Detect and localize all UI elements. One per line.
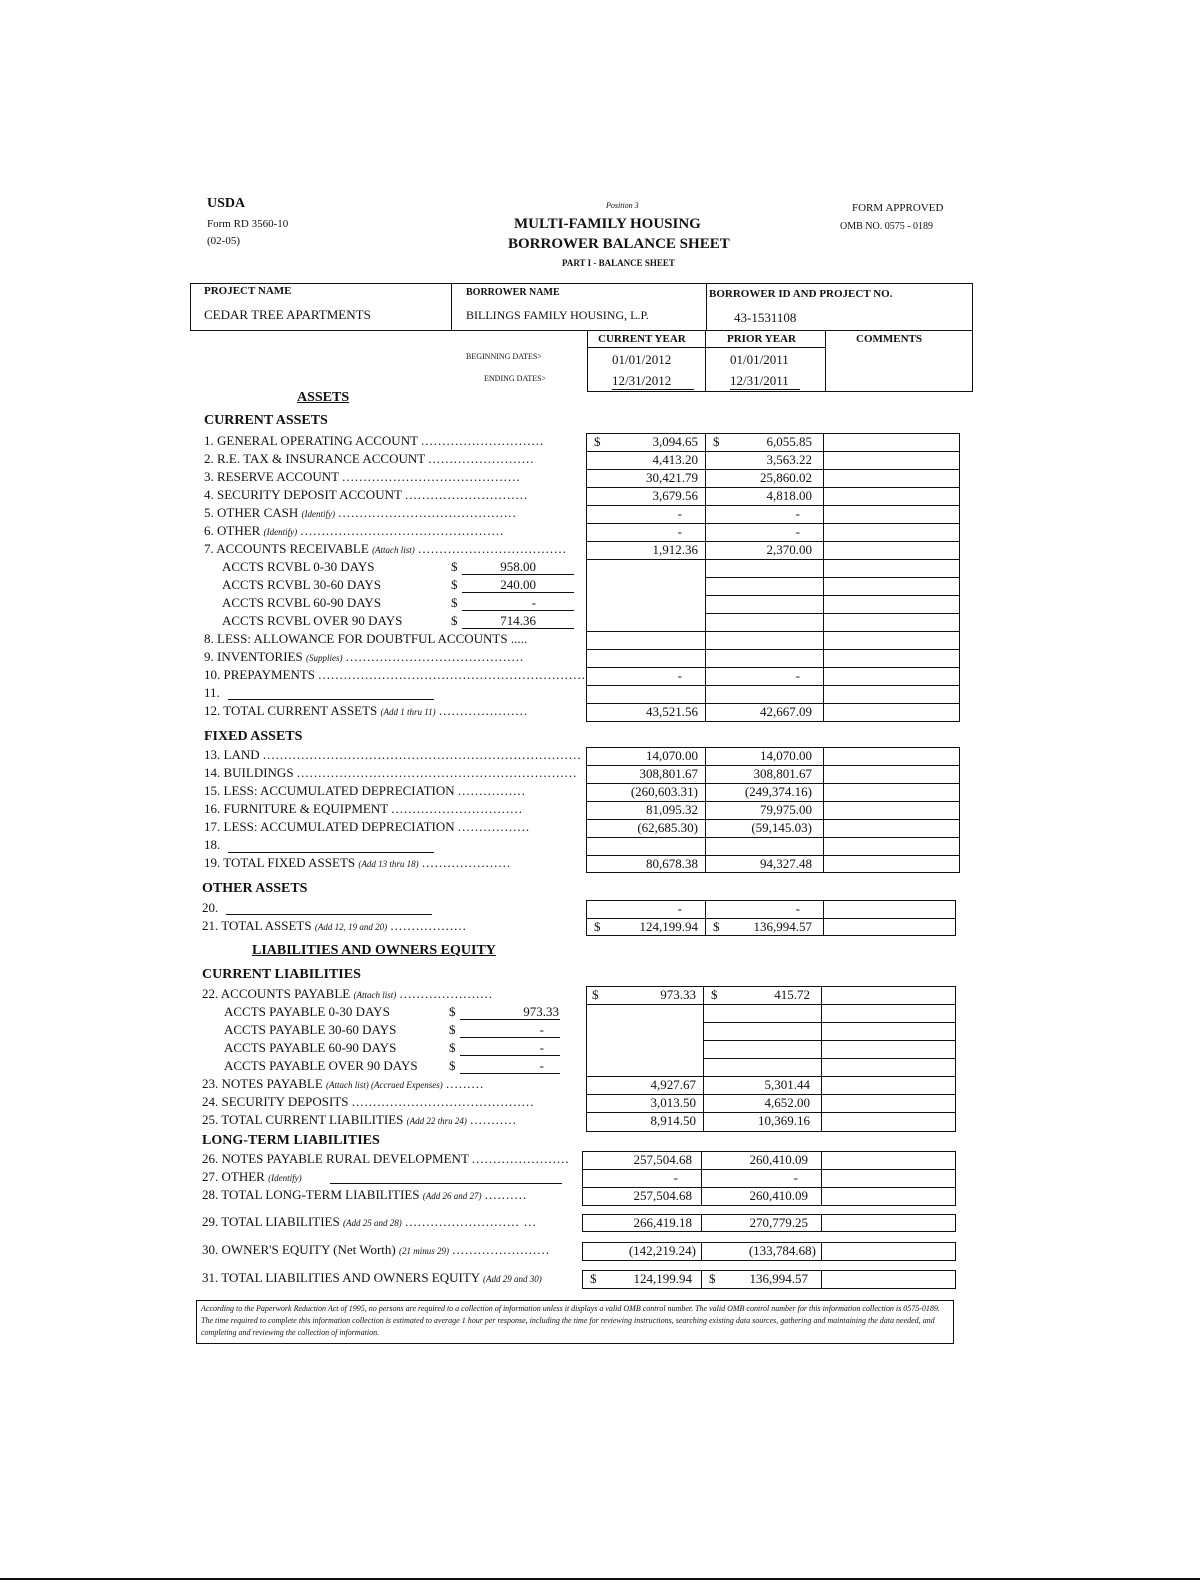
fixed-assets-heading: FIXED ASSETS (204, 729, 303, 744)
agency-name: USDA (207, 196, 246, 211)
row-5-prior: - (795, 506, 800, 521)
row-31-label: 31. TOTAL LIABILITIES AND OWNERS EQUITY (Add 29 and 30) (202, 1270, 542, 1285)
dollar-sign: $ (449, 1040, 456, 1055)
dollar-sign: $ (451, 559, 458, 574)
row-27-current: - (673, 1170, 678, 1185)
row-5-current: - (677, 506, 682, 521)
row-2-current: 4,413.20 (652, 452, 698, 467)
row-29-prior: 270,779.25 (749, 1215, 808, 1230)
row-29-label: 29. TOTAL LIABILITIES (Add 25 and 28) ........................... ... (202, 1214, 537, 1229)
other-assets-heading: OTHER ASSETS (202, 881, 308, 896)
row-19-label: 19. TOTAL FIXED ASSETS (Add 13 thru 18) ..................... (204, 855, 512, 870)
row-10-prior: - (795, 668, 800, 683)
row-6-label: 6. OTHER (Identify) ................................................ (204, 523, 505, 538)
row-21-prior: 136,994.57 (753, 919, 812, 934)
ending-dates-label: ENDING DATES> (484, 374, 547, 383)
dollar-sign: $ (451, 577, 458, 592)
ar-60-90-label: ACCTS RCVBL 60-90 DAYS (222, 595, 382, 610)
current-year-begin: 01/01/2012 (612, 352, 672, 367)
ap-0-30-label: ACCTS PAYABLE 0-30 DAYS (224, 1004, 390, 1019)
row-26-current: 257,504.68 (633, 1152, 692, 1167)
row-6-current: - (677, 524, 682, 539)
dollar-sign: $ (451, 595, 458, 610)
row-22-prior: 415.72 (774, 987, 810, 1002)
current-assets-heading: CURRENT ASSETS (204, 413, 328, 428)
ap-30-60-amount: - (539, 1022, 544, 1037)
current-year-end: 12/31/2012 (612, 373, 672, 388)
current-year-label: CURRENT YEAR (598, 333, 686, 345)
row-15-label: 15. LESS: ACCUMULATED DEPRECIATION ................ (204, 783, 526, 798)
row-24-current: 3,013.50 (650, 1095, 696, 1110)
row-17-current: (62,685.30) (637, 820, 698, 835)
form-title-line1: MULTI-FAMILY HOUSING (514, 216, 701, 232)
row-27-prior: - (793, 1170, 798, 1185)
row-3-current: 30,421.79 (646, 470, 698, 485)
row-10-label: 10. PREPAYMENTS ............................................................... (204, 667, 587, 682)
row-12-current: 43,521.56 (646, 704, 698, 719)
row-16-label: 16. FURNITURE & EQUIPMENT ............................... (204, 801, 523, 816)
ap-30-60-label: ACCTS PAYABLE 30-60 DAYS (224, 1022, 397, 1037)
row-4-prior: 4,818.00 (766, 488, 812, 503)
row-28-label: 28. TOTAL LONG-TERM LIABILITIES (Add 26 and 27) .......... (202, 1187, 528, 1202)
row-23-current: 4,927.67 (650, 1077, 696, 1092)
row-14-current: 308,801.67 (639, 766, 698, 781)
ap-over-90-label: ACCTS PAYABLE OVER 90 DAYS (224, 1058, 418, 1073)
liabilities-equity-heading: LIABILITIES AND OWNERS EQUITY (252, 943, 496, 958)
row-6-prior: - (795, 524, 800, 539)
row-22-current: 973.33 (660, 987, 696, 1002)
row-29-current: 266,419.18 (633, 1215, 692, 1230)
position-mark: Position 3 (606, 201, 639, 210)
form-approved: FORM APPROVED (852, 202, 944, 214)
row-27-label: 27. OTHER (Identify) (202, 1169, 302, 1184)
dollar-sign: $ (711, 987, 718, 1002)
row-7-label: 7. ACCOUNTS RECEIVABLE (Attach list) ................................... (204, 541, 567, 556)
ar-0-30-amount: 958.00 (500, 559, 536, 574)
row-25-prior: 10,369.16 (758, 1113, 810, 1128)
row-3-label: 3. RESERVE ACCOUNT .......................................... (204, 469, 521, 484)
dollar-sign: $ (713, 919, 720, 934)
row-9-label: 9. INVENTORIES (Supplies) .......................................... (204, 649, 525, 664)
page-bottom-edge (0, 1578, 1200, 1580)
row-15-prior: (249,374.16) (744, 784, 812, 799)
row-28-prior: 260,410.09 (749, 1188, 808, 1203)
long-term-liabilities-heading: LONG-TERM LIABILITIES (202, 1133, 380, 1148)
row-24-prior: 4,652.00 (764, 1095, 810, 1110)
row-26-label: 26. NOTES PAYABLE RURAL DEVELOPMENT ....................... (202, 1151, 570, 1166)
row-19-current: 80,678.38 (646, 856, 698, 871)
dollar-sign: $ (709, 1271, 716, 1286)
assets-heading: ASSETS (297, 390, 350, 405)
row-2-label: 2. R.E. TAX & INSURANCE ACCOUNT ......................... (204, 451, 535, 466)
borrower-id: 43-1531108 (734, 310, 797, 325)
dollar-sign: $ (449, 1022, 456, 1037)
row-17-label: 17. LESS: ACCUMULATED DEPRECIATION ................. (204, 819, 531, 834)
row-26-prior: 260,410.09 (749, 1152, 808, 1167)
comments-label: COMMENTS (856, 333, 922, 345)
dollar-sign: $ (451, 613, 458, 628)
row-17-prior: (59,145.03) (751, 820, 812, 835)
row-20-current: - (677, 901, 682, 916)
prior-year-begin: 01/01/2011 (730, 352, 789, 367)
current-liabilities-heading: CURRENT LIABILITIES (202, 967, 361, 982)
project-name: CEDAR TREE APARTMENTS (204, 307, 371, 322)
row-25-label: 25. TOTAL CURRENT LIABILITIES (Add 22 thru 24) ........... (202, 1112, 517, 1127)
ap-over-90-amount: - (539, 1058, 544, 1073)
row-7-prior: 2,370.00 (766, 542, 812, 557)
ap-60-90-label: ACCTS PAYABLE 60-90 DAYS (224, 1040, 397, 1055)
row-24-label: 24. SECURITY DEPOSITS ........................................... (202, 1094, 535, 1109)
row-25-current: 8,914.50 (650, 1113, 696, 1128)
row-13-prior: 14,070.00 (760, 748, 812, 763)
ap-60-90-amount: - (539, 1040, 544, 1055)
row-31-prior: 136,994.57 (749, 1271, 808, 1286)
borrower-name: BILLINGS FAMILY HOUSING, L.P. (466, 308, 649, 322)
row-28-current: 257,504.68 (633, 1188, 692, 1203)
row-1-prior: 6,055.85 (766, 434, 812, 449)
row-2-prior: 3,563.22 (766, 452, 812, 467)
row-31-current: 124,199.94 (633, 1271, 692, 1286)
ap-0-30-amount: 973.33 (523, 1004, 559, 1019)
row-1-current: 3,094.65 (652, 434, 698, 449)
form-title-line2: BORROWER BALANCE SHEET (508, 236, 730, 252)
dollar-sign: $ (590, 1271, 597, 1286)
project-name-label: PROJECT NAME (204, 285, 292, 297)
row-22-label: 22. ACCOUNTS PAYABLE (Attach list) ...................... (202, 986, 493, 1001)
row-14-prior: 308,801.67 (753, 766, 812, 781)
paperwork-reduction-notice: According to the Paperwork Reduction Act of 1995, no persons are required to a collection of information unless it displays a valid OMB control number. The valid OMB control number for this information collection is 0575-0189. The time required to complete this information collection is estimated to average 1 hour per response, including the time for reviewing instructions, searching existing data sources, gathering and maintaining the data needed, and completing and reviewing the collection of information. (196, 1300, 954, 1344)
row-12-prior: 42,667.09 (760, 704, 812, 719)
row-8-label: 8. LESS: ALLOWANCE FOR DOUBTFUL ACCOUNTS ..... (204, 631, 528, 646)
row-13-label: 13. LAND ........................................................................... (204, 747, 582, 762)
form-revision: (02-05) (207, 235, 240, 247)
ar-over-90-amount: 714.36 (500, 613, 536, 628)
row-13-current: 14,070.00 (646, 748, 698, 763)
prior-year-end: 12/31/2011 (730, 373, 789, 388)
row-11-label: 11. (204, 685, 220, 700)
row-23-prior: 5,301.44 (764, 1077, 810, 1092)
row-4-label: 4. SECURITY DEPOSIT ACCOUNT ............................. (204, 487, 529, 502)
row-30-prior: (133,784.68) (748, 1243, 816, 1258)
row-10-current: - (677, 668, 682, 683)
row-4-current: 3,679.56 (652, 488, 698, 503)
dollar-sign: $ (713, 434, 720, 449)
dollar-sign: $ (449, 1058, 456, 1073)
ar-0-30-label: ACCTS RCVBL 0-30 DAYS (222, 559, 375, 574)
row-21-current: 124,199.94 (639, 919, 698, 934)
prior-year-label: PRIOR YEAR (727, 333, 796, 345)
row-12-label: 12. TOTAL CURRENT ASSETS (Add 1 thru 11) ..................... (204, 703, 529, 718)
row-23-label: 23. NOTES PAYABLE (Attach list) (Accrued Expenses) ......... (202, 1076, 485, 1091)
dollar-sign: $ (594, 919, 601, 934)
row-14-label: 14. BUILDINGS .................................................................. (204, 765, 578, 780)
beginning-dates-label: BEGINNING DATES> (466, 352, 542, 361)
ar-60-90-amount: - (531, 595, 536, 610)
row-21-label: 21. TOTAL ASSETS (Add 12, 19 and 20) .................. (202, 918, 467, 933)
ar-30-60-amount: 240.00 (500, 577, 536, 592)
row-30-label: 30. OWNER'S EQUITY (Net Worth) (21 minus 29) ....................... (202, 1242, 550, 1257)
row-20-label: 20. (202, 900, 219, 915)
row-18-label: 18. (204, 837, 221, 852)
form-number: Form RD 3560-10 (207, 218, 289, 230)
dollar-sign: $ (594, 434, 601, 449)
ar-over-90-label: ACCTS RCVBL OVER 90 DAYS (222, 613, 403, 628)
dollar-sign: $ (592, 987, 599, 1002)
row-20-prior: - (795, 901, 800, 916)
row-3-prior: 25,860.02 (760, 470, 812, 485)
row-30-current: (142,219.24) (628, 1243, 696, 1258)
dollar-sign: $ (449, 1004, 456, 1019)
omb-number: OMB NO. 0575 - 0189 (840, 221, 934, 232)
row-16-current: 81,095.32 (646, 802, 698, 817)
ar-30-60-label: ACCTS RCVBL 30-60 DAYS (222, 577, 382, 592)
row-7-current: 1,912.36 (652, 542, 698, 557)
part-title: PART I - BALANCE SHEET (562, 258, 675, 268)
row-1-label: 1. GENERAL OPERATING ACCOUNT ............................. (204, 433, 545, 448)
borrower-id-label: BORROWER ID AND PROJECT NO. (709, 288, 893, 300)
borrower-name-label: BORROWER NAME (466, 287, 560, 298)
row-15-current: (260,603.31) (630, 784, 698, 799)
row-19-prior: 94,327.48 (760, 856, 812, 871)
row-16-prior: 79,975.00 (760, 802, 812, 817)
row-5-label: 5. OTHER CASH (Identify) .......................................... (204, 505, 517, 520)
